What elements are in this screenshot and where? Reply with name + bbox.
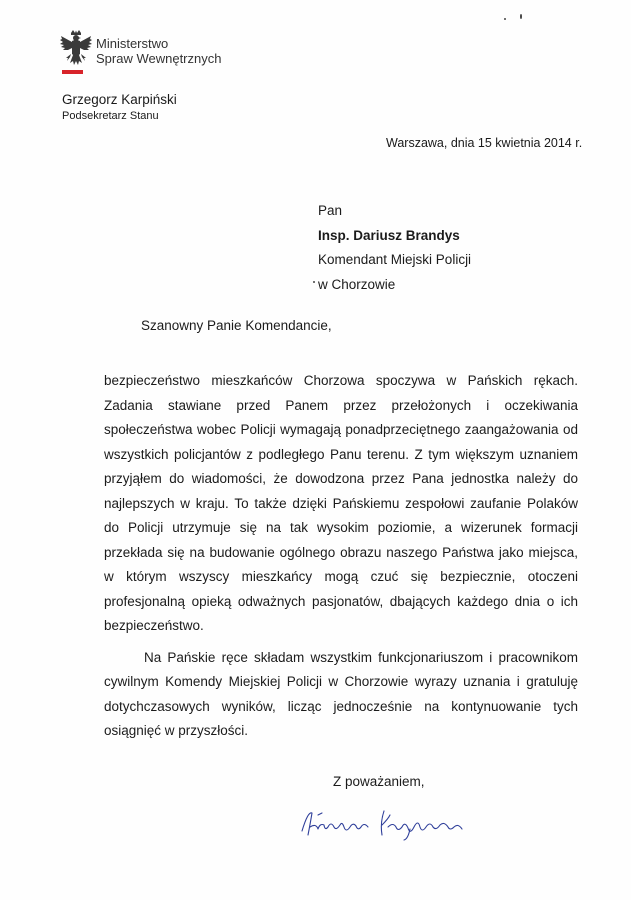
body-paragraph-1: bezpieczeństwo mieszkańców Chorzowa spoczywa w Pańskich rękach. Zadania stawiane przed Panem przez przełożonych i oczekiwania społeczeństwa wobec Policji wymagają ponadprzeciętnego zaangażowania od wszystkich policjantów z podległego Panu terenu. Z tym większym uznaniem przyjąłem do wiadomości, że dowodzona przez Pana jednostka należy do najlepszych w kraju. To także dzięki Pańskiemu zespołowi zaufanie Polaków do Policji utrzymuje się na tak wysokim poziomie, a wizerunek formacji przekłada się na budowanie ogólnego obrazu naszego Państwa jako miejsca, w którym wszyscy mieszkańcy mogą czuć się bezpiecznie, otoczeni profesjonalną opieką odważnych pasjonatów, dbających każdego dnia o ich bezpieczeństwo.: [104, 373, 578, 633]
letter-date: Warszawa, dnia 15 kwietnia 2014 r.: [386, 136, 583, 150]
ministry-line-2: Spraw Wewnętrznych: [96, 51, 222, 66]
addressee-position: Komendant Miejski Policji: [318, 252, 472, 267]
polish-eagle-emblem-icon: [59, 30, 93, 72]
addressee-location: w Chorzowie: [318, 276, 396, 292]
scan-speck: [520, 14, 522, 19]
scan-speck: [504, 18, 506, 20]
addressee-line-1: Pan: [318, 203, 343, 218]
ministry-line-1: Ministerstwo: [96, 36, 169, 51]
letter-body: [104, 369, 578, 744]
scan-speck: [313, 281, 315, 283]
ministry-name: [96, 36, 221, 66]
sender-name: Grzegorz Karpiński: [62, 92, 177, 107]
closing-phrase: Z poważaniem,: [333, 774, 425, 789]
letterhead-accent-bar: [62, 70, 83, 74]
salutation: Szanowny Panie Komendancie,: [141, 318, 332, 333]
handwritten-signature-icon: [298, 805, 468, 841]
sender-title: Podsekretarz Stanu: [62, 110, 159, 122]
body-paragraph-2: Na Pańskie ręce składam wszystkim funkcjonariuszom i pracownikom cywilnym Komendy Miejskiej Policji w Chorzowie wyrazy uznania i gratuluję dotychczasowych wyników, licząc jednocześnie na kontynuowanie tych osiągnięć w przyszłości.: [104, 649, 578, 738]
addressee-name: Insp. Dariusz Brandys: [318, 227, 460, 243]
addressee-block: [318, 199, 471, 297]
